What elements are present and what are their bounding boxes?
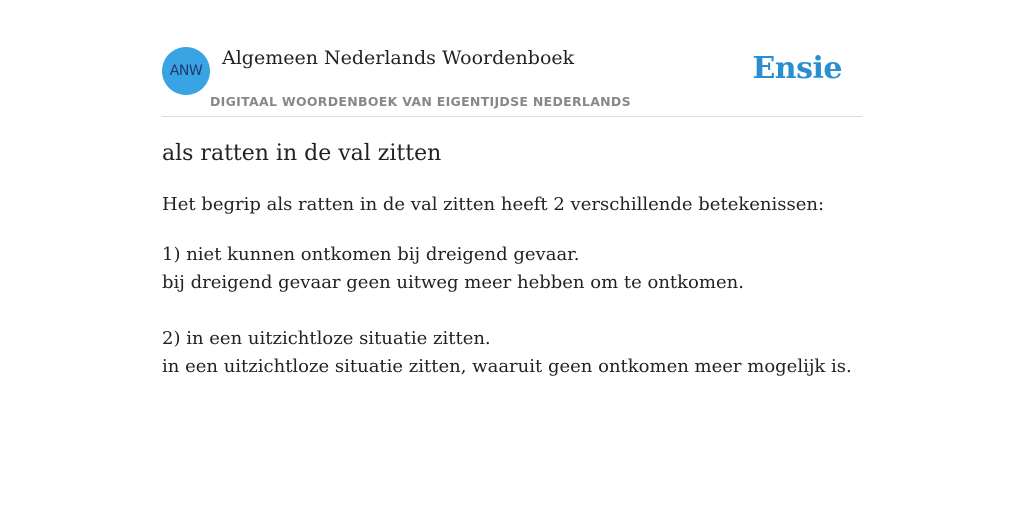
meaning-text: bij dreigend gevaar geen uitweg meer hebben om te ontkomen. xyxy=(162,272,744,293)
meaning-heading: 1) niet kunnen ontkomen bij dreigend gevaar. xyxy=(162,244,580,265)
meaning-item xyxy=(162,241,862,297)
anw-logo-text: ANW xyxy=(169,63,203,79)
site-title: Algemeen Nederlands Woordenboek xyxy=(222,47,575,69)
entry-intro: Het begrip als ratten in de val zitten heeft 2 verschillende betekenissen: xyxy=(162,194,825,215)
entry-card xyxy=(162,0,862,512)
site-subtitle: DIGITAAL WOORDENBOEK VAN EIGENTIJDSE NEDERLANDS xyxy=(210,94,631,109)
ensie-brand-link[interactable]: Ensie xyxy=(752,51,842,86)
entry-title: als ratten in de val zitten xyxy=(162,141,442,166)
site-header xyxy=(162,0,862,117)
meaning-item xyxy=(162,325,862,381)
meaning-heading: 2) in een uitzichtloze situatie zitten. xyxy=(162,328,491,349)
meaning-text: in een uitzichtloze situatie zitten, waaruit geen ontkomen meer mogelijk is. xyxy=(162,356,852,377)
meanings-list xyxy=(162,241,862,381)
anw-logo[interactable] xyxy=(162,47,210,95)
